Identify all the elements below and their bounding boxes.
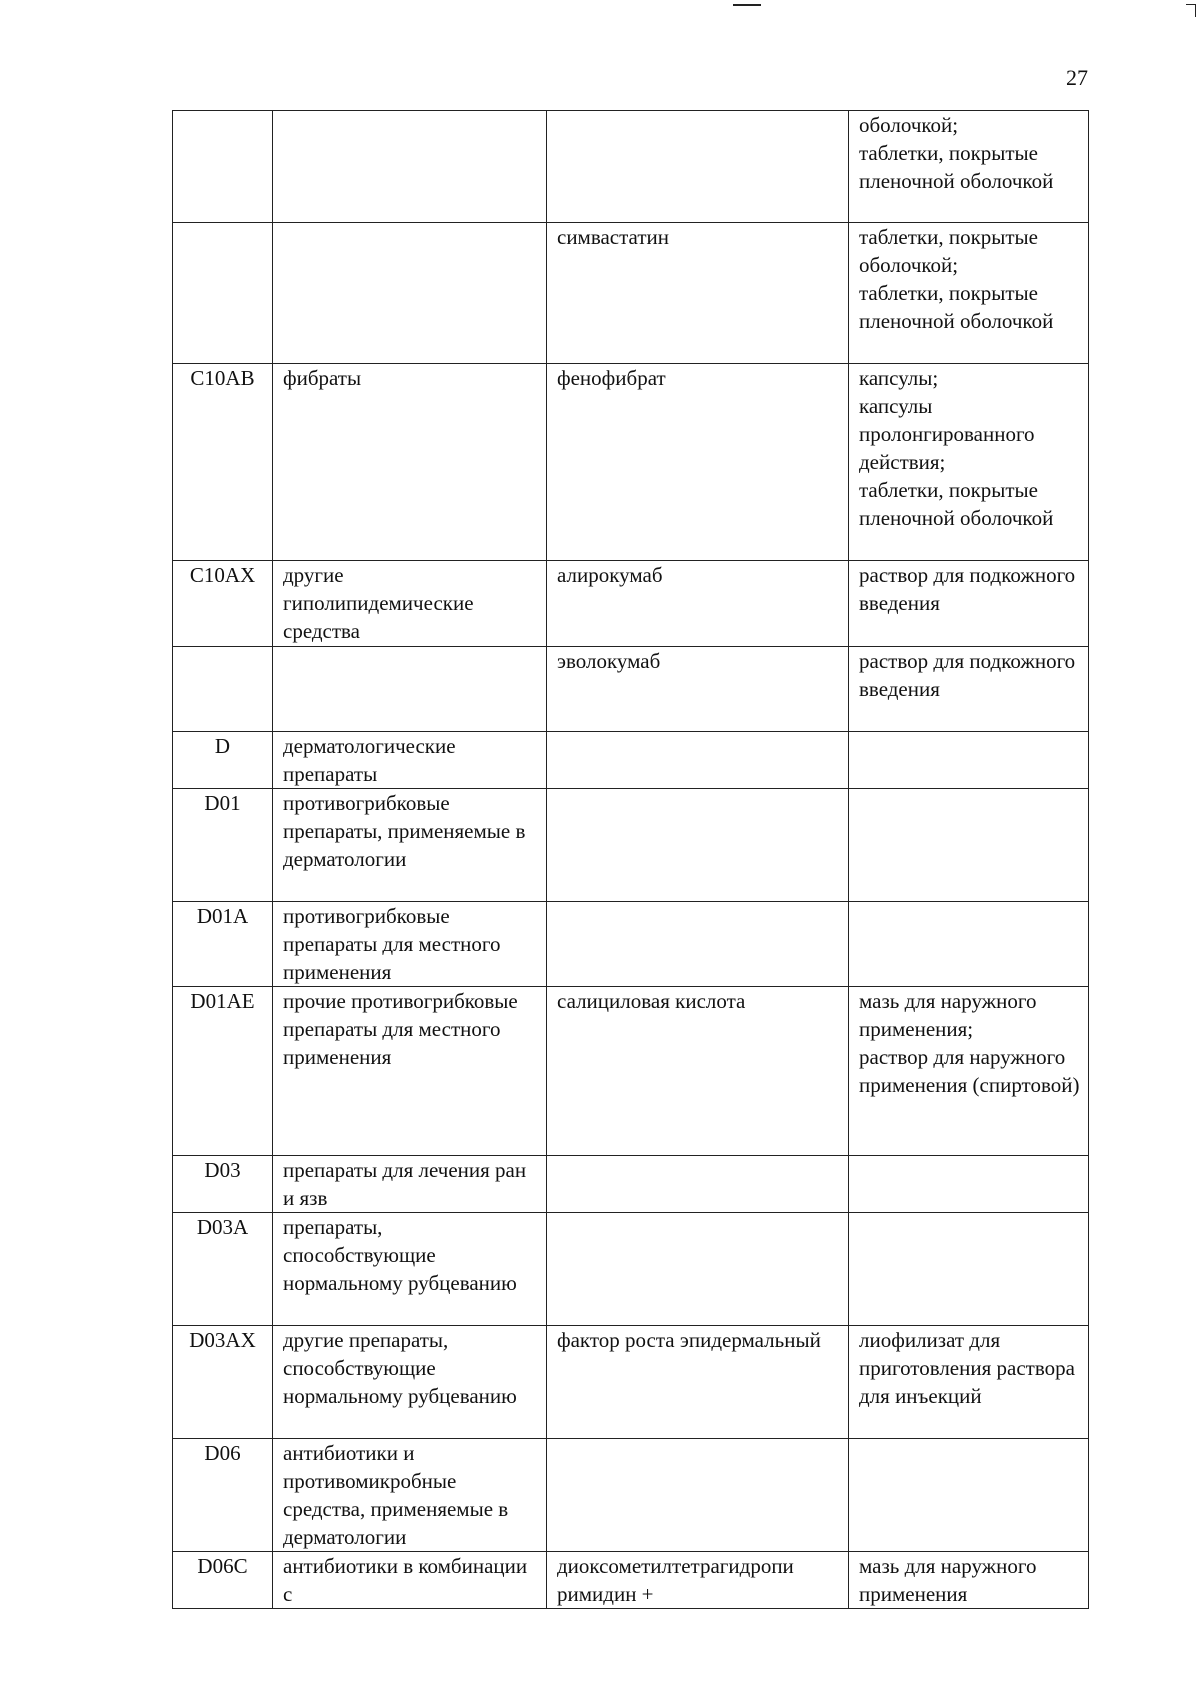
atc-code-cell: D bbox=[173, 732, 273, 789]
atc-code-cell: D01A bbox=[173, 902, 273, 987]
group-name-cell: дерматологические препараты bbox=[273, 732, 547, 789]
dosage-form-cell bbox=[849, 789, 1089, 902]
table-row bbox=[173, 647, 1089, 732]
dosage-form-cell: оболочкой; таблетки, покрытые пленочной оболочкой bbox=[849, 111, 1089, 223]
drug-name-cell: салициловая кислота bbox=[547, 987, 849, 1156]
atc-code-cell: D01 bbox=[173, 789, 273, 902]
atc-code-cell: D03AX bbox=[173, 1326, 273, 1439]
atc-code-cell: D06 bbox=[173, 1439, 273, 1552]
dosage-form-cell: мазь для наружного применения; раствор для наружного применения (спиртовой) bbox=[849, 987, 1089, 1156]
table-row bbox=[173, 561, 1089, 647]
scan-corner-mark bbox=[1186, 4, 1196, 17]
page-number: 27 bbox=[1066, 65, 1088, 90]
atc-code-cell: D06C bbox=[173, 1552, 273, 1609]
drug-name-cell bbox=[547, 789, 849, 902]
table-row bbox=[173, 732, 1089, 789]
drug-name-cell: фенофибрат bbox=[547, 364, 849, 561]
table-row bbox=[173, 1552, 1089, 1609]
group-name-cell bbox=[273, 223, 547, 364]
scan-top-mark bbox=[733, 4, 761, 6]
table-row bbox=[173, 987, 1089, 1156]
dosage-form-cell bbox=[849, 902, 1089, 987]
atc-code-cell bbox=[173, 111, 273, 223]
dosage-form-cell: мазь для наружного применения bbox=[849, 1552, 1089, 1609]
table-row bbox=[173, 1326, 1089, 1439]
group-name-cell: другие гиполипидемические средства bbox=[273, 561, 547, 647]
group-name-cell: антибиотики в комбинации с bbox=[273, 1552, 547, 1609]
drug-classification-table bbox=[172, 110, 1089, 1609]
drug-name-cell: симвастатин bbox=[547, 223, 849, 364]
drug-name-cell bbox=[547, 1156, 849, 1213]
group-name-cell: противогрибковые препараты для местного применения bbox=[273, 902, 547, 987]
drug-name-cell: эволокумаб bbox=[547, 647, 849, 732]
dosage-form-cell bbox=[849, 732, 1089, 789]
group-name-cell: другие препараты, способствующие нормальному рубцеванию bbox=[273, 1326, 547, 1439]
atc-code-cell: C10AX bbox=[173, 561, 273, 647]
dosage-form-cell: таблетки, покрытые оболочкой; таблетки, покрытые пленочной оболочкой bbox=[849, 223, 1089, 364]
dosage-form-cell bbox=[849, 1156, 1089, 1213]
dosage-form-cell bbox=[849, 1213, 1089, 1326]
drug-name-cell bbox=[547, 732, 849, 789]
table-row bbox=[173, 1439, 1089, 1552]
drug-name-cell bbox=[547, 1213, 849, 1326]
group-name-cell: антибиотики и противомикробные средства, применяемые в дерматологии bbox=[273, 1439, 547, 1552]
drug-name-cell bbox=[547, 902, 849, 987]
table-row bbox=[173, 902, 1089, 987]
dosage-form-cell: капсулы; капсулы пролонгированного действия; таблетки, покрытые пленочной оболочкой bbox=[849, 364, 1089, 561]
dosage-form-cell bbox=[849, 1439, 1089, 1552]
table-row bbox=[173, 1213, 1089, 1326]
group-name-cell: противогрибковые препараты, применяемые в дерматологии bbox=[273, 789, 547, 902]
drug-name-cell bbox=[547, 1439, 849, 1552]
table-row bbox=[173, 223, 1089, 364]
group-name-cell: фибраты bbox=[273, 364, 547, 561]
atc-code-cell: D01AE bbox=[173, 987, 273, 1156]
group-name-cell bbox=[273, 647, 547, 732]
dosage-form-cell: раствор для подкожного введения bbox=[849, 647, 1089, 732]
atc-code-cell bbox=[173, 223, 273, 364]
group-name-cell bbox=[273, 111, 547, 223]
dosage-form-cell: лиофилизат для приготовления раствора для инъекций bbox=[849, 1326, 1089, 1439]
atc-code-cell bbox=[173, 647, 273, 732]
drug-name-cell bbox=[547, 111, 849, 223]
dosage-form-cell: раствор для подкожного введения bbox=[849, 561, 1089, 647]
table-row bbox=[173, 789, 1089, 902]
drug-name-cell: диоксометилтетрагидропи римидин + bbox=[547, 1552, 849, 1609]
group-name-cell: препараты, способствующие нормальному рубцеванию bbox=[273, 1213, 547, 1326]
group-name-cell: препараты для лечения ран и язв bbox=[273, 1156, 547, 1213]
table-row bbox=[173, 111, 1089, 223]
atc-code-cell: D03A bbox=[173, 1213, 273, 1326]
atc-code-cell: C10AB bbox=[173, 364, 273, 561]
group-name-cell: прочие противогрибковые препараты для местного применения bbox=[273, 987, 547, 1156]
table-row bbox=[173, 1156, 1089, 1213]
drug-name-cell: алирокумаб bbox=[547, 561, 849, 647]
atc-code-cell: D03 bbox=[173, 1156, 273, 1213]
table-row bbox=[173, 364, 1089, 561]
drug-name-cell: фактор роста эпидермальный bbox=[547, 1326, 849, 1439]
